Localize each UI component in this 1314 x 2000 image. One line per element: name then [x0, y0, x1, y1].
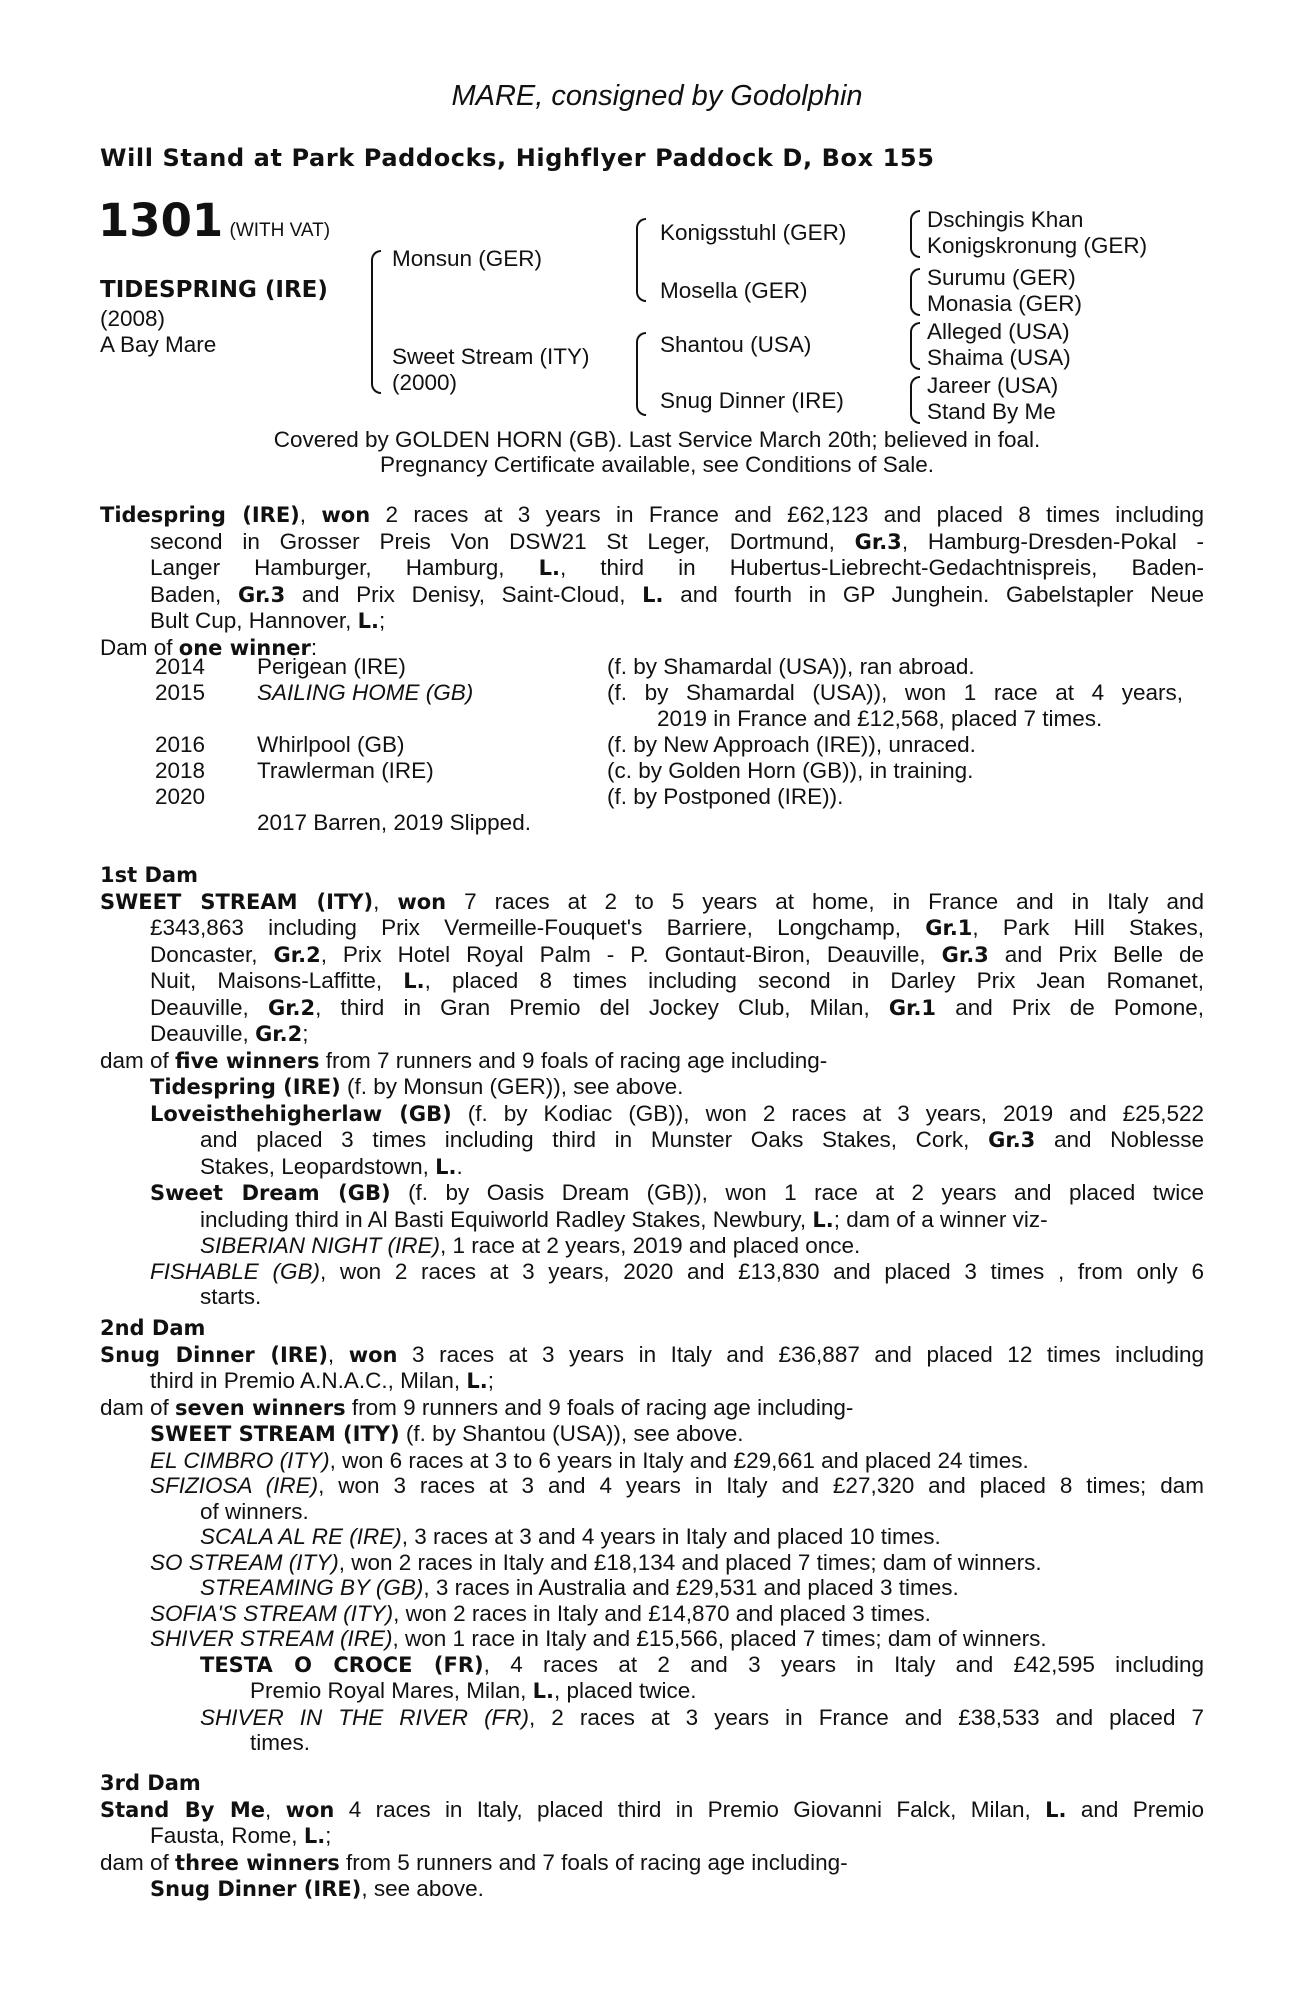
- covered-line: Covered by GOLDEN HORN (GB). Last Service March 20th; believed in foal.: [273, 427, 1041, 452]
- third-dam-name: Stand By Me: [100, 1797, 265, 1822]
- pedigree-sire: Monsun (GER): [392, 246, 543, 271]
- section-heading: 1st Dam: [100, 863, 198, 887]
- pedigree-g7: Jareer (USA): [927, 373, 1059, 398]
- stand-location: Will Stand at Park Paddocks, Highflyer Paddock D, Box 155: [100, 144, 935, 172]
- third-dam-section: 3rd Dam Stand By Me, won 4 races in Italy, placed third in Premio Giovanni Falck, Milan, L. and Premio Fausta, Rome, L.; dam of three winners from 5 runners and 7 foals of racing age including- Snug Dinner (IRE), see above.: [100, 1771, 1204, 1901]
- second-dam-section: 2nd Dam Snug Dinner (IRE), won 3 races at 3 years in Italy and £36,887 and placed 12 times including third in Premio A.N.A.C., Milan, L.; dam of seven winners from 9 runners and 9 foals of racing age including- SWEET STREAM (ITY) (f. by Shantou (USA)), see above. EL CIMBRO (ITY), won 6 races at 3 to 6 years in Italy and £29,661 and placed 24 times. SFIZIOSA (IRE), won 3 races at 3 and 4 years in Italy and £27,320 and placed 8 times; dam of winners. SCALA AL RE (IRE), 3 races at 3 and 4 years in Italy and placed 10 times. SO STREAM (ITY), won 2 races in Italy and £18,134 and placed 7 times; dam of winners. STREAMING BY (GB), 3 races in Australia and £29,531 and placed 3 times. SOFIA'S STREAM (ITY), won 2 races in Italy and £14,870 and placed 3 times. SHIVER STREAM (IRE), won 1 race in Italy and £15,566, placed 7 times; dam of winners. TESTA O CROCE (FR), 4 races at 2 and 3 years in Italy and £42,595 including Premio Royal Mares, Milan, L., placed twice. SHIVER IN THE RIVER (FR), 2 races at 3 years in France and £38,533 and placed 7 times.: [100, 1316, 1204, 1755]
- produce-year: 2020: [155, 784, 206, 809]
- section-heading: 3rd Dam: [100, 1771, 201, 1795]
- produce-info-cont: 2019 in France and £12,568, placed 7 times.: [657, 706, 1103, 731]
- pedigree-brace-sire: [636, 218, 646, 302]
- race-record: Tidespring (IRE), won 2 races at 3 years in France and £62,123 and placed 8 times including second in Grosser Preis Von DSW21 St Leger, Dortmund, Gr.3, Hamburg-Dresden-Pokal - Langer Hamburger, Hamburg, L., third in Hubertus-Liebrecht-Gedachtnispreis, Baden- Baden, Gr.3 and Prix Denisy, Saint-Cloud, L. and fourth in GP Junghein. Gabelstapler Neue Bult Cup, Hannover, L.; Dam of one winner:: [100, 502, 1205, 660]
- pedigree-brace-main: [371, 250, 381, 394]
- produce-info: (f. by Shamardal (USA)), ran abroad.: [607, 654, 975, 679]
- lot-number: 1301: [98, 194, 224, 247]
- produce-year: 2014: [155, 654, 206, 679]
- produce-name: Trawlerman (IRE): [257, 758, 434, 783]
- produce-year: 2015: [155, 680, 206, 705]
- pedigree-g6: Shaima (USA): [927, 345, 1071, 370]
- produce-info: (c. by Golden Horn (GB)), in training.: [607, 758, 974, 783]
- pedigree-dam: Sweet Stream (ITY): [392, 344, 590, 369]
- pedigree-g5: Alleged (USA): [927, 319, 1070, 344]
- produce-name: Perigean (IRE): [257, 654, 406, 679]
- race-record-name: Tidespring (IRE): [100, 503, 300, 527]
- pregnancy-line: Pregnancy Certificate available, see Conditions of Sale.: [379, 452, 935, 477]
- pedigree-g4: Monasia (GER): [927, 291, 1083, 316]
- section-heading: 2nd Dam: [100, 1316, 206, 1340]
- produce-info: (f. by Postponed (IRE)).: [607, 784, 844, 809]
- pedigree-dam-sire: Shantou (USA): [660, 332, 812, 357]
- produce-info: (f. by New Approach (IRE)), unraced.: [607, 732, 976, 757]
- horse-year: (2008): [100, 306, 166, 331]
- produce-year: 2018: [155, 758, 206, 783]
- first-dam-section: 1st Dam SWEET STREAM (ITY), won 7 races at 2 to 5 years at home, in France and in Italy and £343,863 including Prix Vermeille-Fouquet's Barriere, Longchamp, Gr.1, Park Hill Stakes, Doncaster, Gr.2, Prix Hotel Royal Palm - P. Gontaut-Biron, Deauville, Gr.3 and Prix Belle de Nuit, Maisons-Laffitte, L., placed 8 times including second in Darley Prix Jean Romanet, Deauville, Gr.2, third in Gran Premio del Jockey Club, Milan, Gr.1 and Prix de Pomone, Deauville, Gr.2; dam of five winners from 7 runners and 9 foals of racing age including- Tidespring (IRE) (f. by Monsun (GER)), see above. Loveisthehigherlaw (GB) (f. by Kodiac (GB)), won 2 races at 3 years, 2019 and £25,522 and placed 3 times including third in Munster Oaks Stakes, Cork, Gr.3 and Noblesse Stakes, Leopardstown, L.. Sweet Dream (GB) (f. by Oasis Dream (GB)), won 1 race at 2 years and placed twice including third in Al Basti Equiworld Radley Stakes, Newbury, L.; dam of a winner viz- SIBERIAN NIGHT (IRE), 1 race at 2 years, 2019 and placed once. FISHABLE (GB), won 2 races at 3 years, 2020 and £13,830 and placed 3 times , from only 6 starts.: [100, 863, 1204, 1309]
- produce-name: SAILING HOME (GB): [257, 680, 474, 705]
- pedigree-dam-dam: Snug Dinner (IRE): [660, 388, 844, 413]
- pedigree-brace-g3: [910, 322, 920, 370]
- pedigree-sire-sire: Konigsstuhl (GER): [660, 220, 847, 245]
- pedigree-brace-g1: [910, 210, 920, 258]
- pedigree-brace-g4: [910, 376, 920, 424]
- pedigree-g3: Surumu (GER): [927, 265, 1076, 290]
- second-dam-name: Snug Dinner (IRE): [100, 1342, 328, 1367]
- produce-year: 2016: [155, 732, 206, 757]
- horse-name: TIDESPRING (IRE): [100, 277, 328, 303]
- produce-note: 2017 Barren, 2019 Slipped.: [257, 810, 531, 835]
- pedigree-dam-year: (2000): [392, 370, 458, 395]
- first-dam-name: SWEET STREAM (ITY): [100, 889, 374, 914]
- produce-info: (f. by Shamardal (USA)), won 1 race at 4 years,: [607, 680, 1183, 705]
- pedigree-brace-dam: [636, 332, 646, 416]
- horse-description: A Bay Mare: [100, 332, 217, 357]
- page-title: MARE, consigned by Godolphin: [451, 80, 863, 112]
- pedigree-g8: Stand By Me: [927, 399, 1056, 424]
- vat-note: (WITH VAT): [229, 220, 331, 241]
- produce-name: Whirlpool (GB): [257, 732, 405, 757]
- lot-header: [98, 194, 331, 247]
- pedigree-g1: Dschingis Khan: [927, 207, 1084, 232]
- pedigree-g2: Konigskronung (GER): [927, 233, 1148, 258]
- pedigree-sire-dam: Mosella (GER): [660, 278, 808, 303]
- pedigree-brace-g2: [910, 268, 920, 316]
